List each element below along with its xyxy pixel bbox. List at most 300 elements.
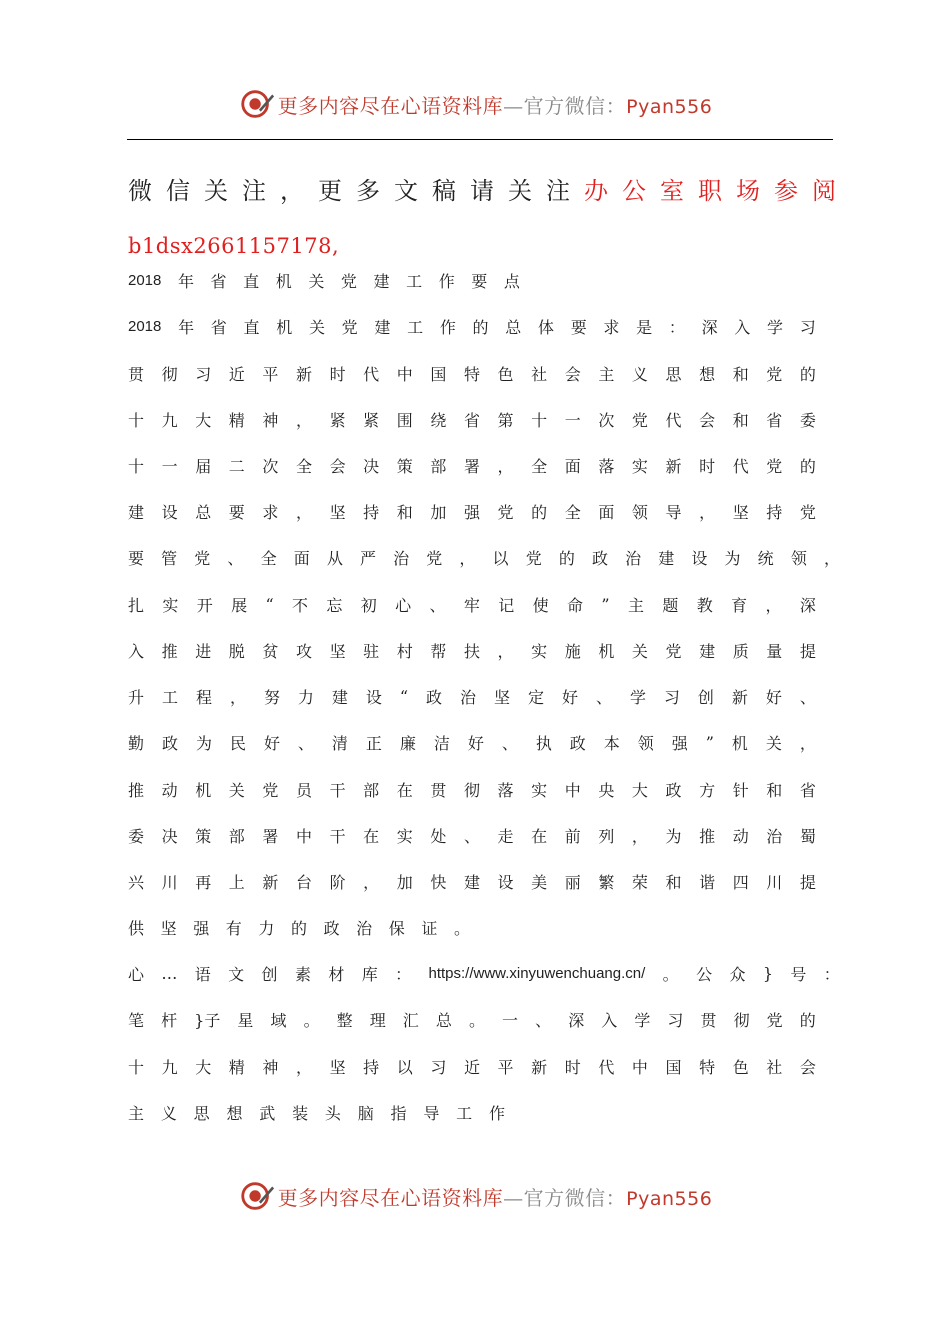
text-glyph: 汇 (402, 1010, 419, 1030)
text-glyph: 次 (262, 456, 279, 476)
text-glyph: 设 (497, 872, 514, 892)
text-glyph: 精 (228, 410, 245, 430)
text-glyph: 年 (178, 317, 195, 337)
text-glyph: 主 (627, 595, 644, 615)
text-glyph: 动 (161, 780, 178, 800)
text-glyph: 特 (699, 1057, 716, 1077)
text-glyph: 为 (665, 826, 682, 846)
text-glyph: 策 (396, 456, 413, 476)
text-glyph: 中 (396, 364, 413, 384)
text-glyph: 要 (228, 502, 245, 522)
text-glyph: 、 (463, 826, 480, 846)
text-glyph: 杆 (161, 1010, 178, 1030)
text-glyph: 实 (531, 780, 548, 800)
text-glyph: 紧 (363, 410, 380, 430)
text-glyph: 室 (660, 176, 684, 205)
text-glyph: 特 (463, 364, 480, 384)
text-glyph: 义 (160, 1103, 177, 1123)
text-glyph: 微 (128, 176, 152, 205)
text-glyph: 廉 (399, 733, 416, 753)
text-glyph: 习 (663, 687, 680, 707)
text-line (128, 265, 520, 295)
text-glyph: ， (799, 733, 816, 753)
text-glyph: 处 (430, 826, 447, 846)
text-glyph: 武 (259, 1103, 276, 1123)
text-glyph: 围 (396, 410, 413, 430)
text-glyph: 笔 (128, 1010, 145, 1030)
text-glyph: 党 (665, 641, 682, 661)
text-glyph: 设 (691, 548, 708, 568)
text-glyph: ， (295, 410, 312, 430)
text-glyph: 习 (195, 364, 212, 384)
text-line (128, 404, 816, 434)
text-glyph: 和 (665, 872, 682, 892)
text-glyph: 、 (429, 595, 446, 615)
text-glyph: ， (497, 456, 514, 476)
text-glyph: } (762, 963, 774, 983)
text-glyph: 建 (463, 872, 480, 892)
text-glyph: ” (601, 594, 610, 614)
text-glyph: 关 (204, 176, 228, 205)
banner-text: 更多内容尽在心语资料库—官方微信：Pyan556 (277, 93, 713, 118)
text-glyph: 色 (497, 364, 514, 384)
text-glyph: 面 (598, 502, 615, 522)
text-glyph: 升 (128, 687, 145, 707)
text-glyph: 强 (463, 502, 480, 522)
text-glyph: 好 (263, 733, 280, 753)
text-glyph: 神 (262, 410, 279, 430)
text-glyph: 。 (303, 1010, 320, 1030)
text-line (128, 542, 840, 572)
text-glyph: 直 (243, 271, 260, 291)
text-glyph: 职 (698, 176, 722, 205)
text-glyph: 的 (472, 317, 489, 337)
text-glyph: 公 (696, 964, 713, 984)
text-glyph: 大 (195, 1057, 212, 1077)
text-glyph: 持 (766, 502, 783, 522)
text-glyph: 有 (225, 918, 242, 938)
text-glyph: 场 (736, 176, 760, 205)
text-glyph: 干 (329, 780, 346, 800)
banner-text: 更多内容尽在心语资料库—官方微信：Pyan556 (277, 1185, 713, 1210)
text-glyph: 推 (699, 826, 716, 846)
text-glyph: 全 (260, 548, 277, 568)
text-glyph: 推 (128, 780, 145, 800)
text-glyph: 机 (731, 733, 748, 753)
text-glyph: 兴 (128, 872, 145, 892)
text-glyph: 党 (766, 1010, 783, 1030)
text-glyph: https://www.xinyuwenchuang.cn/ (428, 964, 646, 982)
text-glyph: 开 (196, 595, 213, 615)
red-wechat-id: b1dsx2661157178, (128, 234, 340, 258)
text-glyph: … (161, 963, 178, 983)
text-glyph: 关 (308, 317, 325, 337)
text-glyph: 执 (535, 733, 552, 753)
text-glyph: 要 (128, 548, 145, 568)
text-glyph: 建 (128, 502, 145, 522)
text-glyph: 党 (766, 364, 783, 384)
text-glyph: 在 (396, 780, 413, 800)
text-glyph: 阅 (812, 176, 836, 205)
text-glyph: 强 (193, 918, 210, 938)
text-glyph: 更 (318, 176, 342, 205)
text-glyph: 委 (128, 826, 145, 846)
text-glyph: 党 (799, 502, 816, 522)
text-glyph: 落 (497, 780, 514, 800)
text-glyph: 以 (492, 548, 509, 568)
text-glyph: 加 (430, 502, 447, 522)
text-glyph: 题 (662, 595, 679, 615)
text-glyph: 贯 (128, 364, 145, 384)
text-glyph: ， (363, 872, 380, 892)
text-glyph: 努 (263, 687, 280, 707)
text-glyph: 力 (297, 687, 314, 707)
text-glyph: 贯 (430, 780, 447, 800)
text-glyph: 。 (662, 964, 679, 984)
text-glyph: 全 (531, 456, 548, 476)
text-glyph: 一 (161, 456, 178, 476)
text-glyph: 入 (128, 641, 145, 661)
text-glyph: 代 (732, 456, 749, 476)
text-glyph: 关 (228, 780, 245, 800)
text-glyph: 谐 (699, 872, 716, 892)
text-glyph: 学 (634, 1010, 651, 1030)
text-glyph: 的 (558, 548, 575, 568)
text-glyph: 党 (262, 780, 279, 800)
text-glyph: 时 (564, 1057, 581, 1077)
text-glyph: ， (280, 176, 304, 205)
text-glyph: 贯 (700, 1010, 717, 1030)
text-glyph: 党 (341, 317, 358, 337)
text-glyph: 的 (531, 502, 548, 522)
text-glyph: 参 (774, 176, 798, 205)
text-glyph: 机 (275, 271, 292, 291)
text-glyph: 心 (128, 964, 145, 984)
text-glyph: 省 (766, 410, 783, 430)
text-glyph: 设 (161, 502, 178, 522)
text-glyph: 注 (546, 176, 570, 205)
text-glyph: 阶 (329, 872, 346, 892)
text-glyph: 以 (396, 1057, 413, 1077)
text-glyph: 要 (471, 271, 488, 291)
text-glyph: 和 (766, 780, 783, 800)
text-glyph: 众 (729, 964, 746, 984)
text-glyph: 注 (242, 176, 266, 205)
text-glyph: 中 (295, 826, 312, 846)
text-glyph: 决 (161, 826, 178, 846)
text-glyph: 一 (502, 1010, 519, 1030)
text-glyph: 加 (396, 872, 413, 892)
text-glyph: 、 (799, 687, 816, 707)
text-glyph: 清 (331, 733, 348, 753)
text-glyph: 信 (166, 176, 190, 205)
text-glyph: 新 (531, 1057, 548, 1077)
text-glyph: 九 (161, 1057, 178, 1077)
text-glyph: 点 (503, 271, 520, 291)
text-glyph: 关 (765, 733, 782, 753)
text-glyph: 从 (326, 548, 343, 568)
text-glyph: 定 (527, 687, 544, 707)
text-glyph: 工 (406, 271, 423, 291)
text-glyph: 彻 (733, 1010, 750, 1030)
text-glyph: 作 (439, 317, 456, 337)
text-glyph: 学 (767, 317, 784, 337)
text-glyph: ， (459, 548, 476, 568)
text-glyph: 年 (177, 271, 194, 291)
text-glyph: 领 (790, 548, 807, 568)
text-glyph: 实 (531, 641, 548, 661)
text-glyph: 署 (262, 826, 279, 846)
text-glyph: 新 (665, 456, 682, 476)
text-glyph: 党 (340, 271, 357, 291)
text-glyph: 会 (329, 456, 346, 476)
text-glyph: ， (229, 687, 246, 707)
text-glyph: 时 (699, 456, 716, 476)
text-glyph: 工 (456, 1103, 473, 1123)
text-glyph: 办 (584, 176, 608, 205)
text-glyph: 坚 (732, 502, 749, 522)
text-glyph: 省 (463, 410, 480, 430)
text-glyph: ， (631, 826, 648, 846)
text-glyph: 针 (732, 780, 749, 800)
text-glyph: 部 (363, 780, 380, 800)
text-glyph: 主 (128, 1103, 145, 1123)
text-glyph: 习 (799, 317, 816, 337)
text-glyph: 作 (488, 1103, 505, 1123)
text-glyph: 保 (388, 918, 405, 938)
text-glyph: 、 (227, 548, 244, 568)
text-glyph: 社 (766, 1057, 783, 1077)
text-glyph: 繁 (598, 872, 615, 892)
text-glyph: 好 (467, 733, 484, 753)
text-glyph: 创 (261, 964, 278, 984)
text-glyph: 习 (430, 1057, 447, 1077)
text-glyph: 体 (537, 317, 554, 337)
text-glyph: 治 (460, 687, 477, 707)
pen-logo-icon (238, 1177, 276, 1215)
text-glyph: ， (295, 1057, 312, 1077)
text-glyph: 政 (426, 687, 443, 707)
header-banner (0, 82, 950, 126)
text-glyph: ， (823, 548, 840, 568)
text-glyph: 牢 (463, 595, 480, 615)
text-glyph: 思 (193, 1103, 210, 1123)
text-glyph: 严 (359, 548, 376, 568)
text-glyph: 一 (564, 410, 581, 430)
text-glyph: 丽 (564, 872, 581, 892)
text-glyph: 民 (229, 733, 246, 753)
text-glyph: 方 (699, 780, 716, 800)
text-line (128, 727, 816, 757)
pen-logo-icon (238, 85, 276, 123)
text-glyph: 机 (598, 641, 615, 661)
text-glyph: 要 (570, 317, 587, 337)
text-glyph: 四 (732, 872, 749, 892)
text-glyph: 列 (598, 826, 615, 846)
text-glyph: 建 (331, 687, 348, 707)
text-glyph: 推 (161, 641, 178, 661)
text-glyph: 总 (435, 1010, 452, 1030)
text-glyph: 多 (356, 176, 380, 205)
text-glyph: ， (699, 502, 716, 522)
text-glyph: “ (265, 594, 274, 614)
text-glyph: 量 (766, 641, 783, 661)
text-glyph: 政 (591, 548, 608, 568)
text-glyph: 中 (631, 1057, 648, 1077)
text-glyph: 坚 (329, 641, 346, 661)
text-glyph: 主 (598, 364, 615, 384)
text-glyph: 建 (374, 317, 391, 337)
text-glyph: 代 (363, 364, 380, 384)
text-glyph: 建 (373, 271, 390, 291)
text-glyph: 想 (699, 364, 716, 384)
text-glyph: 第 (497, 410, 514, 430)
text-glyph: 和 (732, 410, 749, 430)
text-glyph: 坚 (329, 502, 346, 522)
text-glyph: 干 (329, 826, 346, 846)
text-glyph: 十 (128, 456, 145, 476)
text-glyph: 总 (505, 317, 522, 337)
text-glyph: 、 (535, 1010, 552, 1030)
text-glyph: 习 (667, 1010, 684, 1030)
text-glyph: 紧 (329, 410, 346, 430)
text-glyph: 指 (390, 1103, 407, 1123)
text-glyph: 工 (161, 687, 178, 707)
text-glyph: 文 (228, 964, 245, 984)
text-glyph: 心 (395, 595, 412, 615)
text-glyph: 落 (598, 456, 615, 476)
text-glyph: 前 (564, 826, 581, 846)
text-glyph: 新 (295, 364, 312, 384)
text-glyph: 会 (564, 364, 581, 384)
text-glyph: 号 (790, 964, 807, 984)
text-glyph: ， (497, 641, 514, 661)
text-glyph: 新 (262, 872, 279, 892)
text-glyph: 社 (531, 364, 548, 384)
text-line (128, 168, 836, 208)
text-line (128, 1051, 816, 1081)
text-glyph: ： (823, 964, 840, 984)
text-glyph: 工 (407, 317, 424, 337)
text-glyph: }子 (194, 1010, 221, 1030)
text-glyph: 材 (328, 964, 345, 984)
text-glyph: 头 (324, 1103, 341, 1123)
text-glyph: 员 (295, 780, 312, 800)
text-glyph: 党 (497, 502, 514, 522)
text-glyph: 建 (699, 641, 716, 661)
text-glyph: 实 (396, 826, 413, 846)
text-glyph: 进 (195, 641, 212, 661)
text-glyph: 大 (195, 410, 212, 430)
text-glyph: 为 (195, 733, 212, 753)
text-glyph: 星 (237, 1010, 254, 1030)
text-glyph: 的 (290, 918, 307, 938)
text-glyph: 、 (595, 687, 612, 707)
text-line (128, 820, 816, 850)
text-glyph: 色 (732, 1057, 749, 1077)
text-glyph: 的 (799, 364, 816, 384)
text-glyph: 领 (637, 733, 654, 753)
text-glyph: 的 (799, 456, 816, 476)
text-glyph: 、 (297, 733, 314, 753)
text-glyph: 党 (525, 548, 542, 568)
text-glyph: 九 (161, 410, 178, 430)
text-glyph: 勤 (128, 733, 145, 753)
text-line (128, 635, 816, 665)
text-glyph: 义 (631, 364, 648, 384)
text-glyph: 国 (665, 1057, 682, 1077)
text-glyph: 求 (603, 317, 620, 337)
text-line (128, 496, 816, 526)
text-glyph: 实 (162, 595, 179, 615)
text-glyph: 学 (629, 687, 646, 707)
text-glyph: 治 (766, 826, 783, 846)
text-glyph: 十 (128, 1057, 145, 1077)
text-glyph: 总 (195, 502, 212, 522)
text-line (128, 912, 470, 942)
text-glyph: 创 (697, 687, 714, 707)
text-glyph: 党 (426, 548, 443, 568)
text-glyph: 持 (363, 502, 380, 522)
text-line (128, 589, 816, 619)
text-glyph: 机 (276, 317, 293, 337)
text-glyph: 走 (497, 826, 514, 846)
text-glyph: 党 (766, 456, 783, 476)
text-glyph: 近 (463, 1057, 480, 1077)
text-glyph: 。 (468, 1010, 485, 1030)
text-glyph: 党 (194, 548, 211, 568)
text-glyph: 设 (365, 687, 382, 707)
text-glyph: 会 (699, 410, 716, 430)
text-glyph: 库 (361, 964, 378, 984)
text-glyph: 机 (195, 780, 212, 800)
text-glyph: 思 (665, 364, 682, 384)
text-glyph: 证 (421, 918, 438, 938)
text-glyph: 中 (564, 780, 581, 800)
text-glyph: 关 (308, 271, 325, 291)
text-glyph: 坚 (160, 918, 177, 938)
text-glyph: 和 (732, 364, 749, 384)
text-glyph: 质 (732, 641, 749, 661)
text-glyph: 省 (210, 317, 227, 337)
text-glyph: 署 (463, 456, 480, 476)
text-glyph: 面 (564, 456, 581, 476)
text-glyph: 彻 (161, 364, 178, 384)
text-glyph: 委 (799, 410, 816, 430)
text-glyph: 施 (564, 641, 581, 661)
text-glyph: 在 (363, 826, 380, 846)
text-glyph: 蜀 (799, 826, 816, 846)
header-rule (127, 139, 833, 140)
text-glyph: 深 (568, 1010, 585, 1030)
text-line (128, 1097, 505, 1127)
text-glyph: ， (765, 595, 782, 615)
text-glyph: 正 (365, 733, 382, 753)
text-glyph: 公 (622, 176, 646, 205)
text-glyph: 帮 (430, 641, 447, 661)
text-glyph: 素 (294, 964, 311, 984)
text-glyph: 好 (765, 687, 782, 707)
text-glyph: 面 (293, 548, 310, 568)
text-glyph: 坚 (494, 687, 511, 707)
text-line (128, 681, 816, 711)
text-glyph: 绕 (430, 410, 447, 430)
text-glyph: 持 (363, 1057, 380, 1077)
text-glyph: 是 (636, 317, 653, 337)
text-glyph: 。 (453, 918, 470, 938)
text-glyph: 省 (799, 780, 816, 800)
text-glyph: 村 (396, 641, 413, 661)
